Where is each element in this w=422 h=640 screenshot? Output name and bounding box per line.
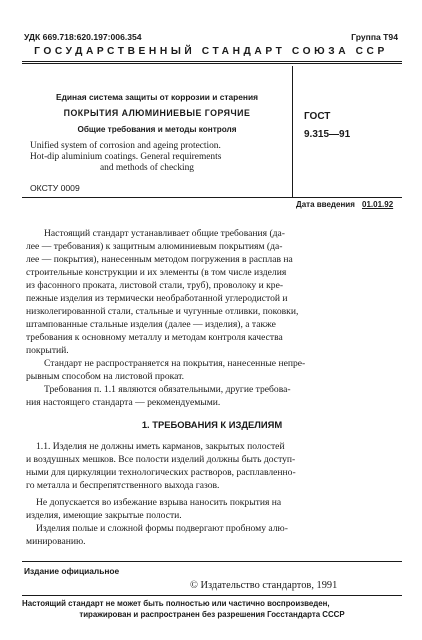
english-title-line-2: Hot-dip aluminium coatings. General requirements bbox=[30, 152, 222, 162]
copyright-notice-line-2: тиражирован и распространен без разрешения Госстандарта СССР bbox=[79, 610, 345, 619]
intro-line-5: из фасонного проката, листовой стали, труб), проволоку и кре- bbox=[26, 280, 284, 291]
udk-code: УДК 669.718:620.197:006.354 bbox=[24, 32, 142, 42]
intro-line-7: низколегированной стали, стальные и чугунные отливки, поковки, bbox=[26, 306, 299, 317]
english-title-line-3: and methods of checking bbox=[100, 163, 194, 173]
hollow-line-1: Изделия полые и сложной формы подвергают пробному алю- bbox=[36, 523, 288, 534]
standard-subtitle: Общие требования и методы контроля bbox=[77, 125, 237, 134]
intro-line-4: строительные конструкции и их элементы (в том числе изделия bbox=[26, 267, 287, 278]
gost-number: 9.315—91 bbox=[304, 129, 351, 140]
footer-divider-2 bbox=[22, 595, 402, 596]
intro-line-2: лее — требования) к защитным алюминиевым покрытиям (да- bbox=[26, 241, 283, 252]
intro-line-8: штампованные стальные изделия (далее — изделия), а также bbox=[26, 319, 276, 330]
header-divider-thin bbox=[22, 63, 402, 64]
intro-line-6: пежные изделия из термически необработанной углеродистой и bbox=[26, 293, 288, 304]
intro-date-label: Дата введения bbox=[296, 200, 355, 209]
system-name: Единая система защиты от коррозии и старения bbox=[56, 92, 258, 102]
intro-line-1: Настоящий стандарт устанавливает общие требования (да- bbox=[44, 228, 285, 239]
p11-line-4: го металла и беспрепятственного выхода газов. bbox=[26, 480, 220, 491]
english-title-line-1: Unified system of corrosion and ageing protection. bbox=[30, 141, 221, 151]
scope-line-1: Стандарт не распространяется на покрытия, нанесенные непре- bbox=[44, 358, 306, 369]
gost-label: ГОСТ bbox=[304, 111, 331, 122]
official-edition: Издание официальное bbox=[24, 566, 120, 576]
title-block-vertical-divider bbox=[292, 66, 293, 198]
section-heading: 1. ТРЕБОВАНИЯ К ИЗДЕЛИЯМ bbox=[141, 419, 283, 430]
hollow-line-2: минированию. bbox=[26, 536, 86, 547]
state-standard-heading: ГОСУДАРСТВЕННЫЙ СТАНДАРТ СОЮЗА ССР bbox=[34, 46, 388, 57]
intro-line-10: покрытий. bbox=[26, 345, 69, 356]
standard-title: ПОКРЫТИЯ АЛЮМИНИЕВЫЕ ГОРЯЧИЕ bbox=[63, 108, 251, 118]
header-divider bbox=[22, 61, 402, 62]
intro-line-3: лее — покрытия), нанесенным методом погружения в расплав на bbox=[26, 254, 293, 265]
p11-line-2: и воздушных мешков. Все полости изделий должны быть доступ- bbox=[26, 454, 296, 465]
mandatory-line-1: Требования п. 1.1 являются обязательными, другие требова- bbox=[44, 384, 291, 395]
title-block-bottom-rule bbox=[22, 197, 402, 198]
copyright-notice-line-1: Настоящий стандарт не может быть полностью или частично воспроизведен, bbox=[22, 599, 330, 608]
publisher-copyright: © Издательство стандартов, 1991 bbox=[190, 580, 338, 591]
p11-line-3: ными для циркуляции технологических растворов, расплавленно- bbox=[26, 467, 296, 478]
mandatory-line-2: ния настоящего стандарта — рекомендуемыми. bbox=[26, 397, 221, 408]
scope-line-2: рывным способом на листовой прокат. bbox=[26, 371, 185, 382]
p11-line-1: 1.1. Изделия не должны иметь карманов, закрытых полостей bbox=[36, 441, 285, 452]
intro-date-value: 01.01.92 bbox=[362, 200, 394, 209]
okstu-code: ОКСТУ 0009 bbox=[30, 183, 80, 193]
group-code: Группа Т94 bbox=[351, 32, 398, 42]
not-allowed-line-1: Не допускается во избежание взрыва наносить покрытия на bbox=[36, 497, 282, 508]
footer-divider bbox=[22, 561, 402, 562]
not-allowed-line-2: изделия, имеющие закрытые полости. bbox=[26, 510, 182, 521]
intro-line-9: требования к основному металлу и методам контроля качества bbox=[26, 332, 283, 343]
